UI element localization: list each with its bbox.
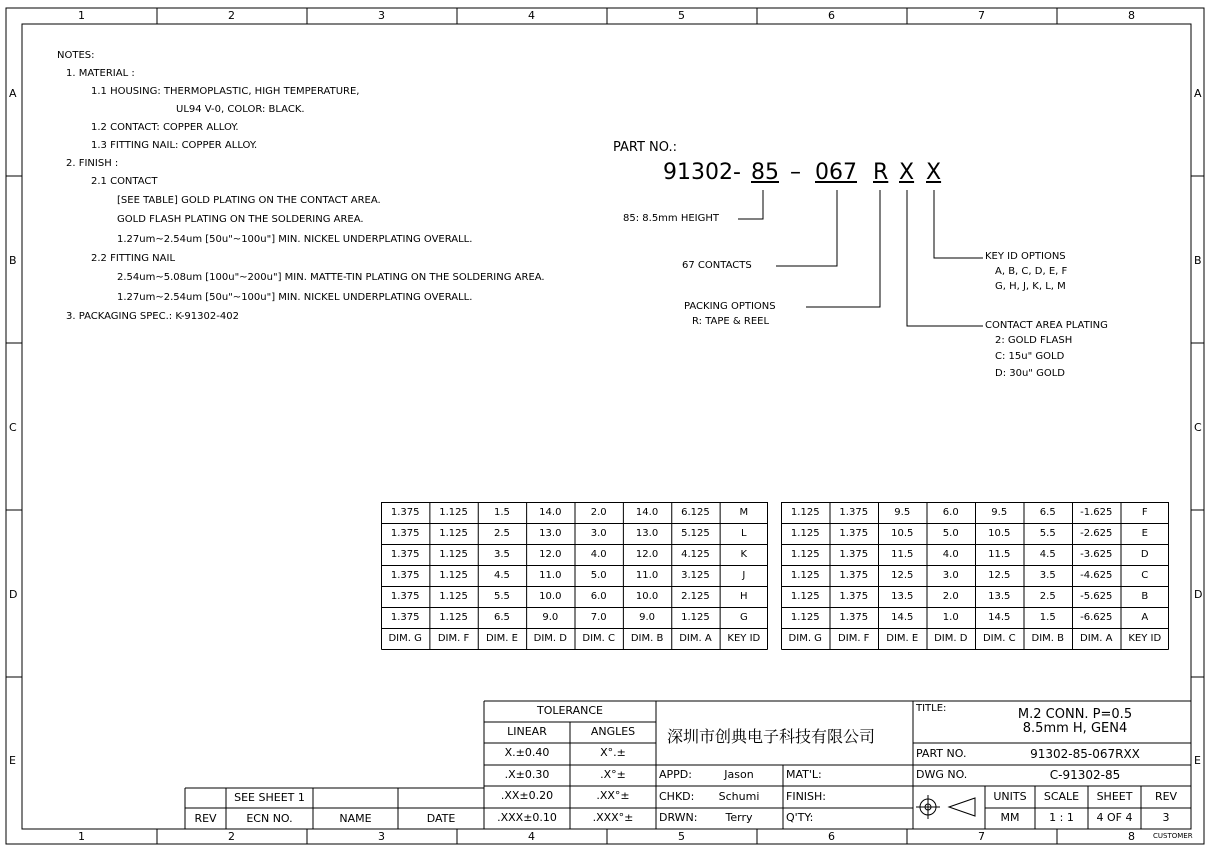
part-no-value: 91302-85-067RXX (1030, 747, 1140, 761)
tolerance-linear: .XX±0.20 (500, 789, 554, 802)
column-marker: 6 (828, 9, 835, 22)
scale-label: SCALE (1043, 790, 1080, 803)
table-cell: 2.0 (590, 507, 607, 518)
table-cell: C (1141, 570, 1149, 581)
table-cell: 1.375 (839, 591, 869, 602)
table-cell: 9.5 (991, 507, 1008, 518)
appd-label: APPD: (659, 768, 692, 781)
table-header-cell: DIM. B (1031, 633, 1064, 644)
table-cell: 1.125 (439, 570, 468, 581)
see-sheet-label: SEE SHEET 1 (234, 791, 305, 804)
table-cell: 1.125 (439, 549, 468, 560)
chkd-label: CHKD: (659, 790, 695, 803)
note-line: 2. FINISH : (66, 158, 119, 169)
table-cell: -6.625 (1080, 612, 1113, 623)
contacts-option: 67 CONTACTS (682, 260, 752, 271)
company-name: 深圳市创典电子科技有限公司 (667, 727, 876, 746)
table-cell: 6.5 (493, 612, 510, 623)
tolerance-angle: X°.± (600, 746, 626, 759)
table-header-cell: DIM. C (582, 633, 615, 644)
note-line: [SEE TABLE] GOLD PLATING ON THE CONTACT AREA. (117, 195, 381, 206)
table-cell: 9.0 (639, 612, 656, 623)
table-cell: 1.5 (493, 507, 510, 518)
table-cell: 2.5 (493, 528, 510, 539)
table-cell: 6.125 (681, 507, 710, 518)
table-cell: 14.5 (988, 612, 1011, 623)
table-cell: 13.0 (539, 528, 562, 539)
key-id-option: G, H, J, K, L, M (995, 281, 1066, 292)
row-marker: D (1194, 588, 1203, 601)
table-cell: D (1140, 549, 1149, 560)
table-header-cell: DIM. F (437, 633, 470, 644)
note-line: 2.2 FITTING NAIL (91, 253, 176, 264)
table-cell: 1.5 (1039, 612, 1056, 623)
rev-value: 3 (1162, 811, 1170, 824)
table-cell: M (739, 507, 749, 518)
note-line: 1.27um~2.54um [50u"~100u"] MIN. NICKEL UNDERPLATING OVERALL. (117, 234, 473, 245)
projection-symbol-icon (913, 786, 985, 829)
appd-value: Jason (724, 768, 754, 781)
table-cell: 14.0 (539, 507, 562, 518)
table-cell: 1.375 (390, 570, 420, 581)
table-cell: 1.375 (390, 591, 420, 602)
table-cell: 1.125 (790, 612, 820, 623)
table-cell: 5.5 (493, 591, 510, 602)
table-cell: 3.5 (1039, 570, 1056, 581)
note-line: 2.54um~5.08um [100u"~200u"] MIN. MATTE-TIN PLATING ON THE SOLDERING AREA. (117, 272, 545, 283)
table-cell: 14.0 (635, 507, 659, 518)
table-header-cell: DIM. E (485, 633, 518, 644)
table-cell: -4.625 (1080, 570, 1113, 581)
part-no-contacts: 067 (815, 160, 857, 185)
note-line: GOLD FLASH PLATING ON THE SOLDERING AREA. (117, 214, 364, 225)
table-cell: 1.375 (839, 612, 869, 623)
column-marker: 5 (678, 9, 685, 22)
part-no-prefix: 91302- (663, 160, 741, 185)
table-cell: 2.5 (1039, 591, 1056, 602)
table-cell: 11.5 (988, 549, 1011, 560)
table-cell: 1.375 (390, 549, 420, 560)
table-cell: -2.625 (1080, 528, 1113, 539)
drwn-value: Terry (725, 811, 753, 824)
rev-header: REV (194, 812, 217, 825)
table-cell: 1.375 (839, 570, 869, 581)
plating-option: C: 15u" GOLD (995, 351, 1065, 362)
column-marker: 4 (528, 9, 535, 22)
column-marker: 6 (828, 830, 835, 843)
table-cell: 2.125 (681, 591, 710, 602)
column-marker: 2 (228, 830, 235, 843)
table-cell: J (742, 570, 746, 581)
table-cell: -1.625 (1080, 507, 1113, 518)
row-marker: E (1194, 754, 1201, 767)
table-header-cell: DIM. G (788, 633, 822, 644)
column-marker: 3 (378, 9, 385, 22)
table-cell: 11.0 (539, 570, 562, 581)
rev-label: REV (1154, 790, 1178, 803)
row-marker: E (9, 754, 16, 767)
table-cell: 12.5 (988, 570, 1011, 581)
row-marker: D (9, 588, 18, 601)
row-marker: A (9, 87, 17, 100)
table-cell: 1.375 (390, 612, 420, 623)
tolerance-linear: .XXX±0.10 (497, 811, 557, 824)
dwg-no-value: C-91302-85 (1049, 768, 1121, 782)
table-header-cell: KEY ID (727, 633, 761, 644)
note-line: 2.1 CONTACT (91, 176, 158, 187)
table-cell: 1.125 (439, 612, 468, 623)
notes-heading: NOTES: (57, 50, 95, 61)
drwn-label: DRWN: (659, 811, 698, 824)
chkd-value: Schumi (718, 790, 760, 803)
table-header-cell: DIM. D (934, 633, 968, 644)
tolerance-linear: X.±0.40 (504, 746, 550, 759)
table-cell: -3.625 (1080, 549, 1113, 560)
part-no-label: PART NO.: (613, 140, 678, 155)
column-marker: 7 (978, 830, 985, 843)
table-cell: K (740, 549, 748, 560)
column-marker: 2 (228, 9, 235, 22)
column-marker: 8 (1128, 830, 1135, 843)
tolerance-angles-header: ANGLES (590, 725, 636, 738)
key-id-option: A, B, C, D, E, F (995, 266, 1068, 277)
drawing-subtitle: 8.5mm H, GEN4 (1022, 721, 1128, 736)
note-line: UL94 V-0, COLOR: BLACK. (176, 104, 305, 115)
units-value: MM (1000, 811, 1020, 824)
row-marker: B (9, 254, 17, 267)
sheet-value: 4 OF 4 (1096, 811, 1133, 824)
quantity-label: Q'TY: (786, 811, 814, 824)
table-cell: 9.0 (542, 612, 559, 623)
table-header-cell: DIM. F (838, 633, 870, 644)
table-cell: 11.5 (891, 549, 914, 560)
table-cell: H (740, 591, 748, 602)
column-marker: 5 (678, 830, 685, 843)
table-cell: 4.5 (493, 570, 510, 581)
table-cell: 3.0 (590, 528, 607, 539)
table-header-cell: KEY ID (1128, 633, 1162, 644)
table-cell: 1.125 (439, 507, 468, 518)
table-cell: 1.125 (439, 591, 468, 602)
tolerance-angle: .X°± (600, 768, 626, 781)
packing-option: R: TAPE & REEL (692, 316, 770, 327)
tolerance-angle: .XXX°± (592, 811, 634, 824)
dwg-no-label: DWG NO. (916, 768, 968, 781)
height-option: 85: 8.5mm HEIGHT (623, 213, 720, 224)
table-cell: 14.5 (891, 612, 914, 623)
table-cell: 2.0 (942, 591, 959, 602)
table-cell: 1.125 (790, 591, 820, 602)
drawing-title: M.2 CONN. P=0.5 (1017, 707, 1133, 722)
table-cell: 1.375 (839, 507, 869, 518)
table-cell: 5.0 (942, 528, 959, 539)
table-header-cell: DIM. A (1080, 633, 1113, 644)
title-label: TITLE: (916, 703, 947, 714)
table-cell: 6.0 (590, 591, 607, 602)
table-cell: B (1141, 591, 1149, 602)
table-cell: 3.0 (942, 570, 959, 581)
customer-label: CUSTOMER (1153, 832, 1193, 840)
table-cell: 1.375 (839, 528, 869, 539)
table-cell: 1.0 (942, 612, 959, 623)
table-cell: 11.0 (635, 570, 659, 581)
note-line: 1.2 CONTACT: COPPER ALLOY. (91, 122, 239, 133)
table-cell: 1.125 (790, 570, 820, 581)
row-marker: C (9, 421, 17, 434)
table-cell: 1.375 (390, 507, 420, 518)
part-no-label: PART NO. (916, 747, 967, 760)
table-cell: 5.5 (1039, 528, 1056, 539)
table-header-cell: DIM. A (679, 633, 712, 644)
note-line: 1.27um~2.54um [50u"~100u"] MIN. NICKEL UNDERPLATING OVERALL. (117, 292, 473, 303)
row-marker: A (1194, 87, 1202, 100)
date-header: DATE (426, 812, 456, 825)
name-header: NAME (339, 812, 372, 825)
table-cell: A (1141, 612, 1149, 623)
table-cell: 7.0 (590, 612, 607, 623)
key-id-options-title: KEY ID OPTIONS (985, 251, 1066, 262)
table-cell: F (1141, 507, 1148, 518)
column-marker: 7 (978, 9, 985, 22)
column-marker: 4 (528, 830, 535, 843)
table-cell: 3.5 (493, 549, 510, 560)
units-label: UNITS (993, 790, 1027, 803)
table-cell: 4.0 (590, 549, 607, 560)
note-line: 1.1 HOUSING: THERMOPLASTIC, HIGH TEMPERATURE, (91, 86, 360, 97)
table-header-cell: DIM. G (388, 633, 422, 644)
table-header-cell: DIM. C (982, 633, 1016, 644)
table-cell: 13.5 (988, 591, 1011, 602)
packing-options-title: PACKING OPTIONS (684, 301, 776, 312)
column-marker: 3 (378, 830, 385, 843)
tolerance-linear: .X±0.30 (504, 768, 550, 781)
table-cell: 4.0 (942, 549, 959, 560)
table-cell: 13.5 (891, 591, 914, 602)
table-cell: 5.0 (590, 570, 607, 581)
table-cell: 9.5 (894, 507, 911, 518)
table-header-cell: DIM. B (630, 633, 664, 644)
table-header-cell: DIM. E (886, 633, 919, 644)
part-no-dash: – (790, 160, 801, 185)
finish-label: FINISH: (786, 790, 827, 803)
tolerance-linear-header: LINEAR (507, 725, 547, 738)
row-marker: C (1194, 421, 1202, 434)
table-cell: 10.5 (988, 528, 1011, 539)
table-cell: 4.5 (1039, 549, 1056, 560)
note-line: 3. PACKAGING SPEC.: K-91302-402 (66, 311, 239, 322)
column-marker: 8 (1128, 9, 1135, 22)
plating-option: D: 30u" GOLD (995, 368, 1065, 379)
table-cell: 1.125 (790, 549, 820, 560)
column-marker: 1 (78, 830, 85, 843)
table-cell: 13.0 (635, 528, 659, 539)
table-cell: 1.125 (681, 612, 710, 623)
table-cell: G (739, 612, 748, 623)
part-no-height: 85 (751, 160, 779, 185)
table-cell: 6.0 (942, 507, 959, 518)
table-cell: 3.125 (681, 570, 710, 581)
table-cell: 10.0 (635, 591, 659, 602)
table-cell: 1.125 (790, 528, 820, 539)
part-no-packing: R (873, 160, 889, 185)
plating-option: 2: GOLD FLASH (995, 335, 1073, 346)
table-cell: 10.0 (539, 591, 562, 602)
table-cell: 12.0 (539, 549, 562, 560)
table-cell: L (741, 528, 747, 539)
scale-value: 1 : 1 (1049, 811, 1074, 824)
table-cell: 10.5 (891, 528, 914, 539)
part-no-plating: X (899, 160, 915, 185)
table-cell: 1.125 (439, 528, 468, 539)
table-cell: 1.375 (839, 549, 869, 560)
plating-title: CONTACT AREA PLATING (985, 320, 1108, 331)
table-cell: 12.0 (635, 549, 659, 560)
table-cell: -5.625 (1080, 591, 1113, 602)
part-no-key: X (926, 160, 942, 185)
ecn-header: ECN NO. (246, 812, 293, 825)
table-cell: 5.125 (681, 528, 710, 539)
note-line: 1. MATERIAL : (66, 68, 135, 79)
tolerance-title: TOLERANCE (536, 704, 604, 717)
row-marker: B (1194, 254, 1202, 267)
tolerance-angle: .XX°± (596, 789, 630, 802)
sheet-label: SHEET (1096, 790, 1133, 803)
table-cell: E (1141, 528, 1148, 539)
table-cell: 4.125 (681, 549, 710, 560)
table-cell: 12.5 (891, 570, 914, 581)
table-cell: 6.5 (1039, 507, 1056, 518)
note-line: 1.3 FITTING NAIL: COPPER ALLOY. (91, 140, 258, 151)
table-cell: 1.375 (390, 528, 420, 539)
column-marker: 1 (78, 9, 85, 22)
material-label: MAT'L: (786, 768, 822, 781)
table-cell: 1.125 (790, 507, 820, 518)
table-header-cell: DIM. D (533, 633, 567, 644)
